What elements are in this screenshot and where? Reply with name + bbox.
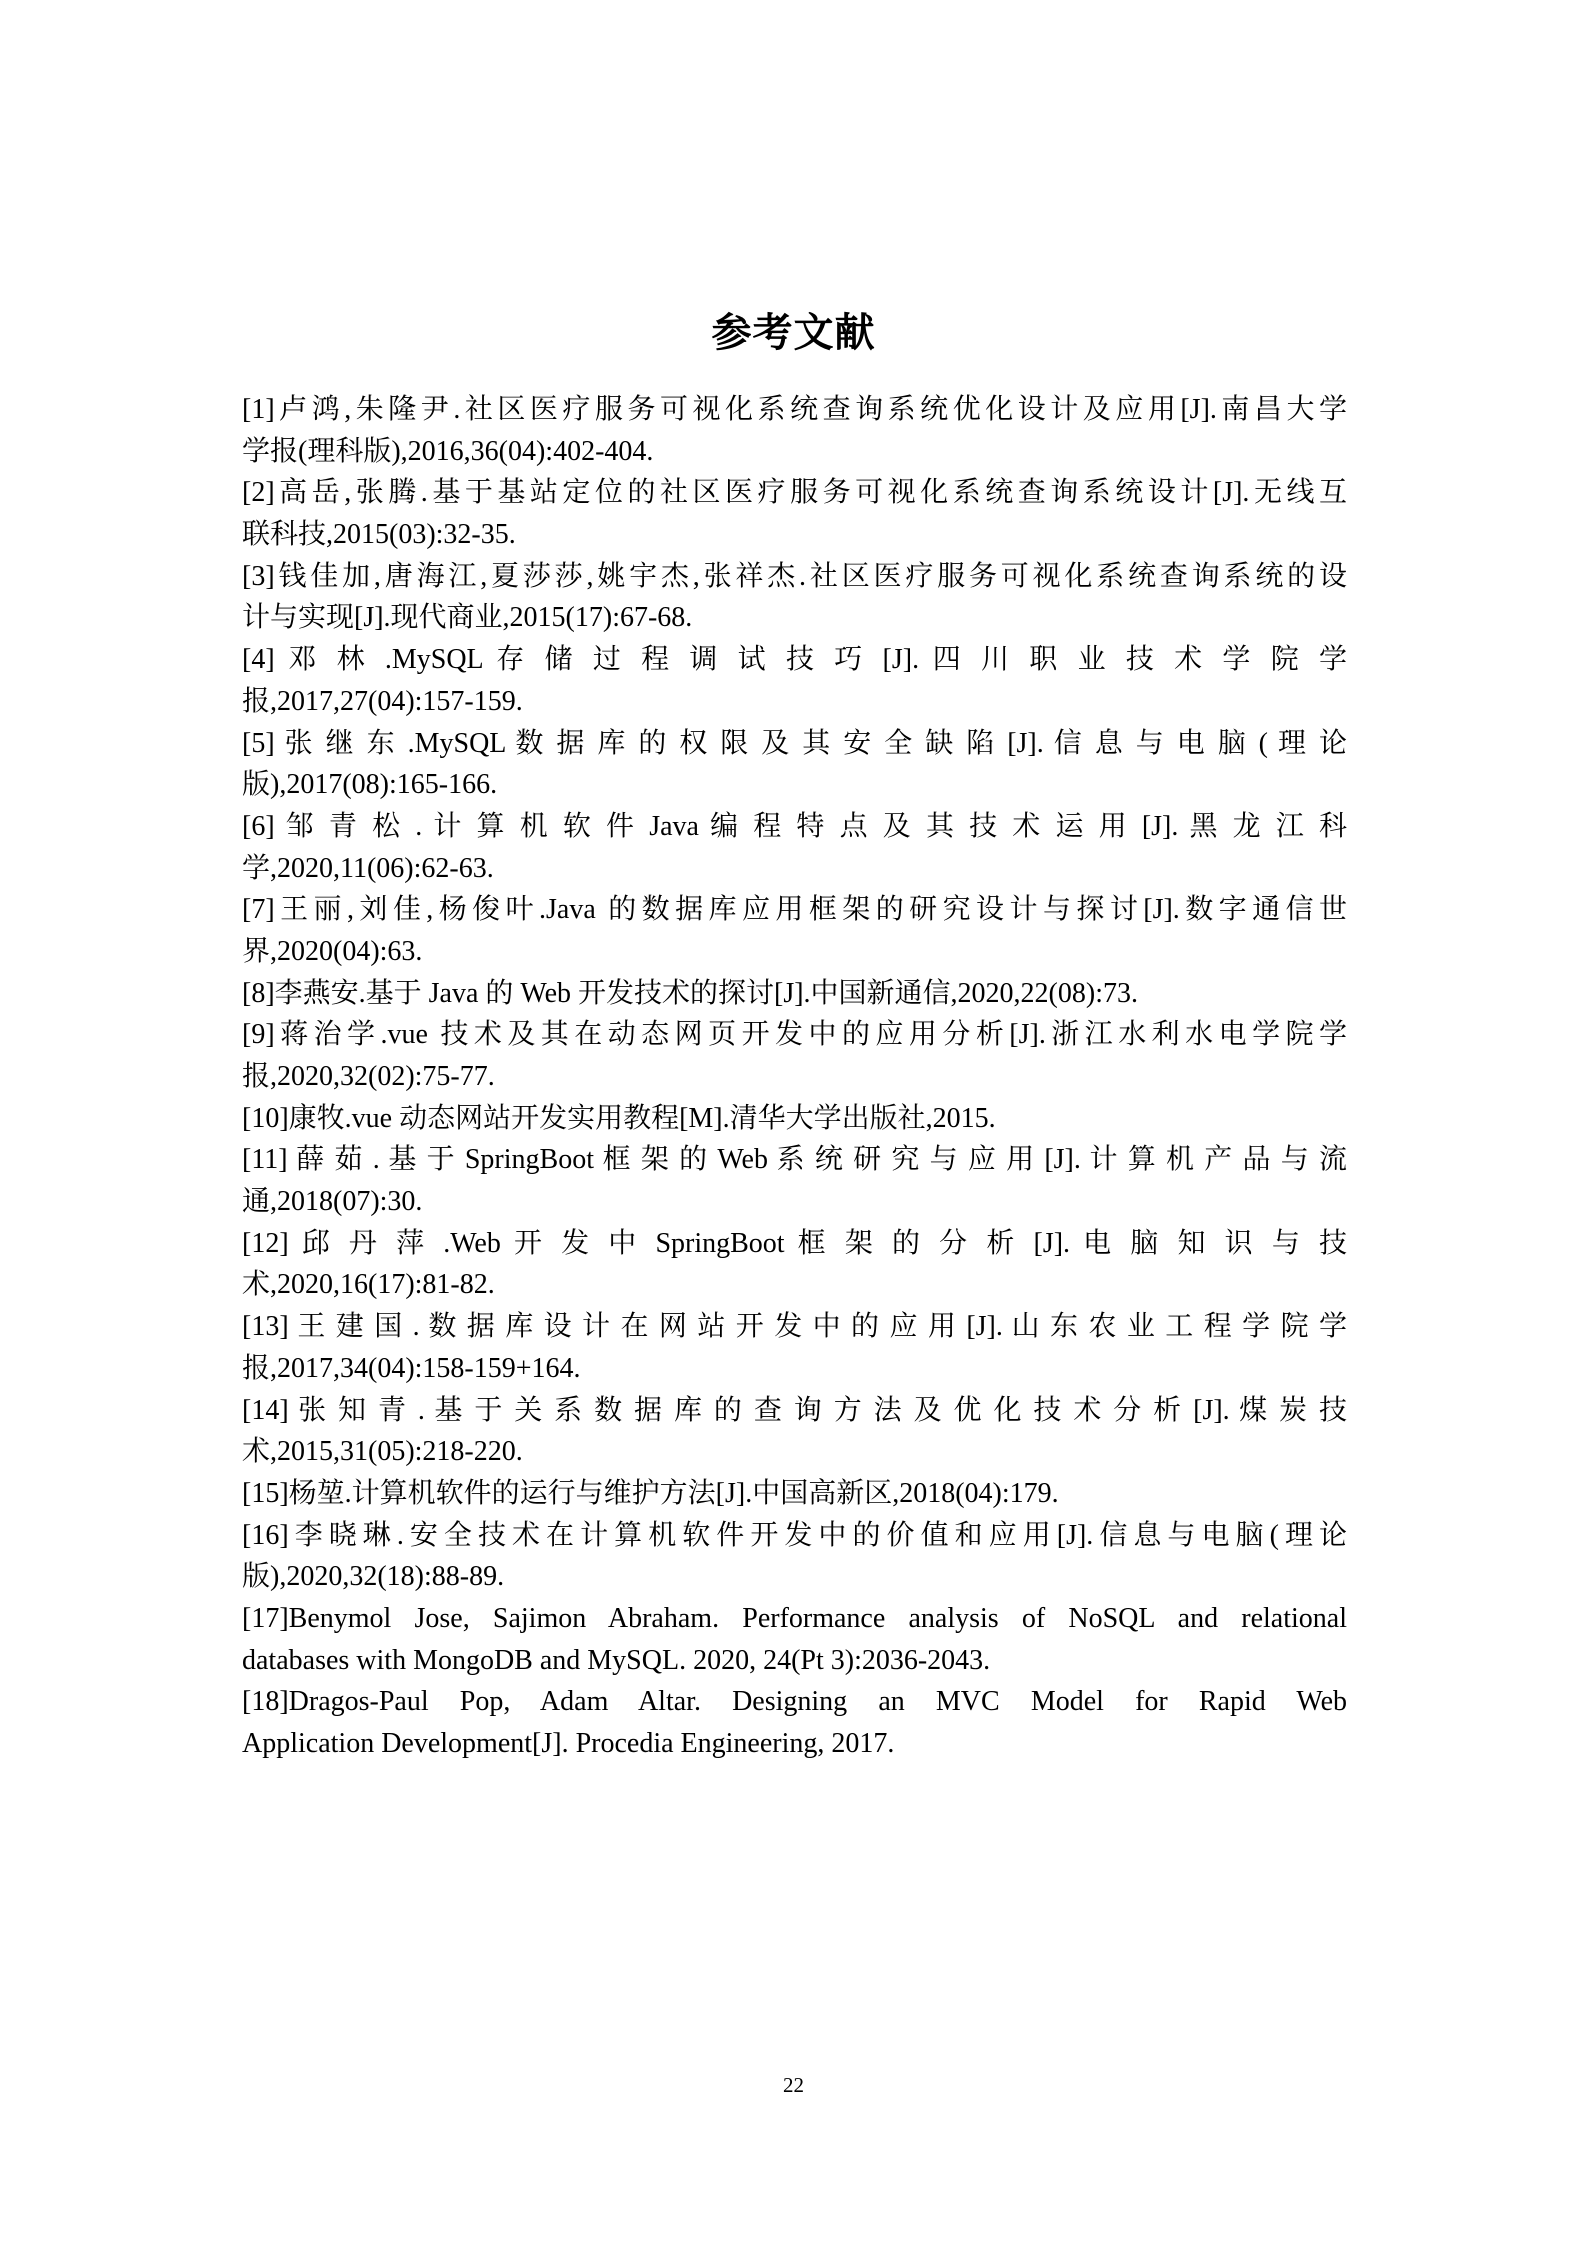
reference-line: 学,2020,11(06):62-63. bbox=[242, 852, 494, 884]
reference-line: [3]钱佳加,唐海江,夏莎莎,姚宇杰,张祥杰.社区医疗服务可视化系统查询系统的设 bbox=[242, 560, 1347, 592]
reference-item-3 bbox=[242, 556, 1347, 639]
reference-line: [14] 张 知 青 . 基 于 关 系 数 据 库 的 查 询 方 法 及 优 化 技 术 分 析 [J]. 煤 炭 技 bbox=[242, 1394, 1347, 1426]
reference-line: [1]卢鸿,朱隆尹.社区医疗服务可视化系统查询系统优化设计及应用[J].南昌大学 bbox=[242, 394, 1347, 425]
reference-line: [11] 薛 茹 . 基 于 SpringBoot 框 架 的 Web 系 统 研 究 与 应 用 [J]. 计 算 机 产 品 与 流 bbox=[242, 1144, 1347, 1176]
reference-line: 版),2020,32(18):88-89. bbox=[242, 1561, 505, 1593]
reference-line: [10]康牧.vue 动态网站开发实用教程[M].清华大学出版社,2015. bbox=[242, 1102, 996, 1134]
reference-line: 报,2017,27(04):157-159. bbox=[242, 685, 523, 717]
reference-line: [17]Benymol Jose, Sajimon Abraham. Performance analysis of NoSQL and relational bbox=[242, 1602, 1347, 1634]
reference-line: [13] 王 建 国 . 数 据 库 设 计 在 网 站 开 发 中 的 应 用 [J]. 山 东 农 业 工 程 学 院 学 bbox=[242, 1311, 1347, 1343]
reference-line: 术,2015,31(05):218-220. bbox=[242, 1436, 523, 1468]
reference-line: databases with MongoDB and MySQL. 2020, 24(Pt 3):2036-2043. bbox=[242, 1644, 991, 1676]
reference-item-12 bbox=[242, 1223, 1347, 1306]
reference-item-15 bbox=[242, 1473, 1347, 1515]
reference-line: 版),2017(08):165-166. bbox=[242, 769, 498, 801]
reference-line: 联科技,2015(03):32-35. bbox=[242, 519, 516, 551]
page-number: 22 bbox=[783, 2073, 804, 2097]
reference-line: [15]杨堃.计算机软件的运行与维护方法[J].中国高新区,2018(04):179. bbox=[242, 1477, 1059, 1509]
reference-line: 学报(理科版),2016,36(04):402-404. bbox=[242, 435, 654, 467]
reference-line: [18]Dragos-Paul Pop, Adam Altar. Designing an MVC Model for Rapid Web bbox=[242, 1686, 1347, 1718]
reference-line: [2]高岳,张腾.基于基站定位的社区医疗服务可视化系统查询系统设计[J].无线互 bbox=[242, 477, 1347, 509]
reference-item-11 bbox=[242, 1139, 1347, 1222]
reference-item-13 bbox=[242, 1306, 1347, 1389]
reference-line: 计与实现[J].现代商业,2015(17):67-68. bbox=[242, 602, 693, 634]
reference-item-1 bbox=[242, 389, 1347, 472]
reference-line: [4] 邓 林 .MySQL 存 储 过 程 调 试 技 巧 [J]. 四 川 职 业 技 术 学 院 学 bbox=[242, 644, 1347, 676]
reference-item-5 bbox=[242, 723, 1347, 806]
reference-line: [9]蒋治学.vue 技术及其在动态网页开发中的应用分析[J].浙江水利水电学院学 bbox=[242, 1019, 1347, 1051]
reference-item-18 bbox=[242, 1681, 1347, 1764]
reference-line: [16]李晓琳.安全技术在计算机软件开发中的价值和应用[J].信息与电脑(理论 bbox=[242, 1519, 1347, 1551]
reference-line: [6] 邹 青 松 . 计 算 机 软 件 Java 编 程 特 点 及 其 技 术 运 用 [J]. 黑 龙 江 科 bbox=[242, 810, 1347, 842]
reference-item-4 bbox=[242, 639, 1347, 722]
reference-list bbox=[242, 389, 1347, 1765]
reference-item-2 bbox=[242, 472, 1347, 555]
reference-line: 术,2020,16(17):81-82. bbox=[242, 1269, 495, 1301]
reference-line: [5] 张 继 东 .MySQL 数 据 库 的 权 限 及 其 安 全 缺 陷 [J]. 信 息 与 电 脑 ( 理 论 bbox=[242, 727, 1347, 759]
reference-item-14 bbox=[242, 1390, 1347, 1473]
reference-item-7 bbox=[242, 889, 1347, 972]
reference-line: Application Development[J]. Procedia Engineering, 2017. bbox=[242, 1728, 895, 1759]
reference-item-16 bbox=[242, 1515, 1347, 1598]
reference-line: 报,2020,32(02):75-77. bbox=[242, 1061, 495, 1092]
reference-item-9 bbox=[242, 1014, 1347, 1097]
reference-item-17 bbox=[242, 1598, 1347, 1681]
page-title: 参考文献 bbox=[711, 309, 876, 356]
reference-line: 通,2018(07):30. bbox=[242, 1186, 423, 1218]
reference-line: [7]王丽,刘佳,杨俊叶.Java 的数据库应用框架的研究设计与探讨[J].数字通信世 bbox=[242, 894, 1347, 926]
reference-line: [8]李燕安.基于 Java 的 Web 开发技术的探讨[J].中国新通信,2020,22(08):73. bbox=[242, 977, 1138, 1009]
reference-item-10 bbox=[242, 1098, 1347, 1140]
reference-item-6 bbox=[242, 806, 1347, 889]
reference-line: [12] 邱 丹 萍 .Web 开 发 中 SpringBoot 框 架 的 分 析 [J]. 电 脑 知 识 与 技 bbox=[242, 1227, 1347, 1259]
reference-line: 报,2017,34(04):158-159+164. bbox=[242, 1352, 581, 1384]
reference-item-8 bbox=[242, 973, 1347, 1015]
reference-line: 界,2020(04):63. bbox=[242, 935, 423, 967]
